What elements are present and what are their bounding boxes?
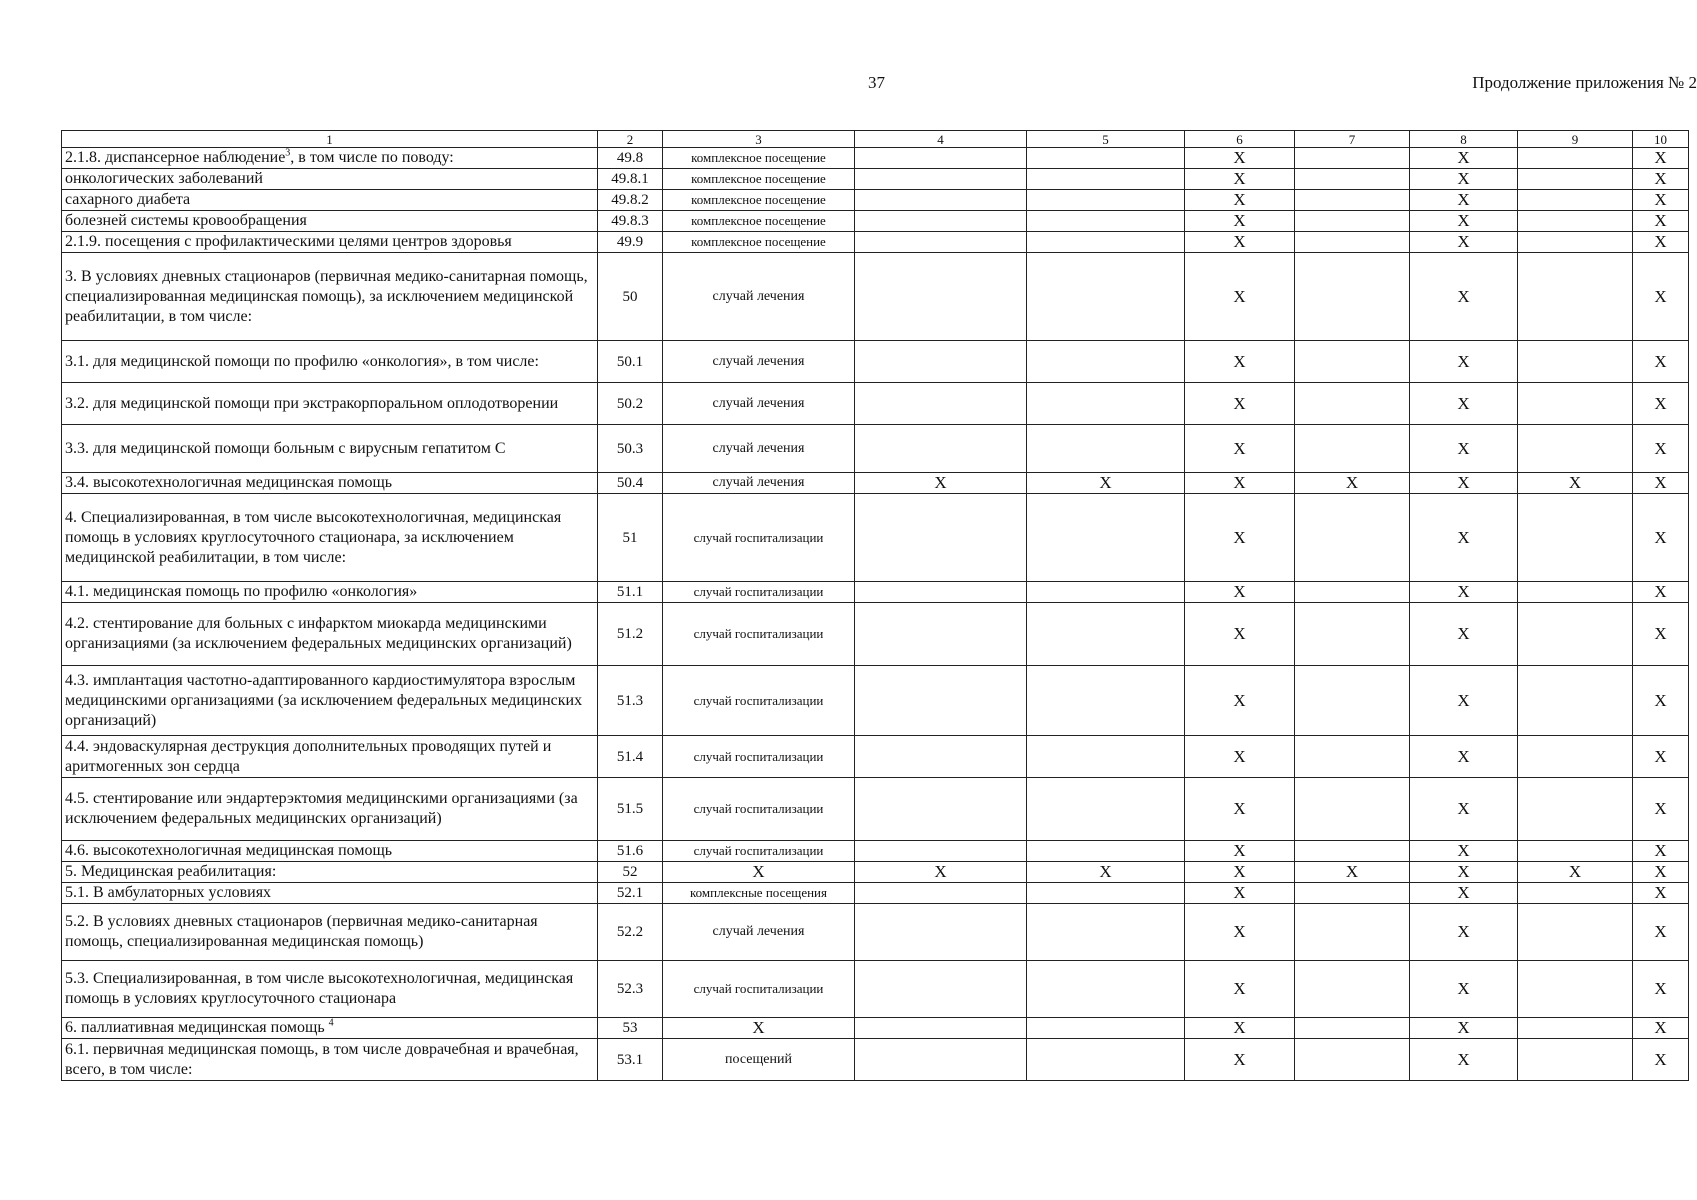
value-cell-col5: X [1027,473,1185,494]
value-cell-col5 [1027,425,1185,473]
row-name: онкологических заболеваний [65,170,263,187]
column-number: 7 [1295,131,1410,148]
row-name: 3.4. высокотехнологичная медицинская помощь [65,474,393,491]
row-code: 52.3 [598,961,663,1018]
value-cell-col10: X [1633,883,1689,904]
value-cell-col5 [1027,1018,1185,1039]
row-unit: комплексное посещение [663,190,855,211]
row-unit: случай госпитализации [663,603,855,666]
row-name: 4.2. стентирование для больных с инфарктом миокарда медицинскими организациями (за исключением федеральных медицинских организаций) [65,615,572,652]
value-cell-col10: X [1633,341,1689,383]
row-code: 49.8.3 [598,211,663,232]
table-row [62,148,1689,169]
row-unit: комплексное посещение [663,148,855,169]
column-number: 6 [1185,131,1295,148]
value-cell-col9 [1518,253,1633,341]
row-unit: комплексное посещение [663,169,855,190]
table-row [62,883,1689,904]
value-cell-col9 [1518,666,1633,736]
value-cell-col4 [855,211,1027,232]
value-cell-col5 [1027,1039,1185,1081]
row-unit: X [663,1018,855,1039]
value-cell-col5 [1027,778,1185,841]
column-number: 1 [62,131,598,148]
row-name-cell [62,383,598,425]
row-name: 4.1. медицинская помощь по профилю «онкология» [65,583,418,600]
value-cell-col8: X [1410,582,1518,603]
value-cell-col8: X [1410,494,1518,582]
value-cell-col10: X [1633,190,1689,211]
value-cell-col7 [1295,494,1410,582]
footnote-mark: 4 [328,1017,334,1029]
row-code: 51.2 [598,603,663,666]
value-cell-col6: X [1185,253,1295,341]
row-name: 3.2. для медицинской помощи при экстракорпоральном оплодотворении [65,394,559,412]
row-name: 2.1.9. посещения с профилактическими целями центров здоровья [65,233,512,250]
value-cell-col8: X [1410,211,1518,232]
row-name: 6.1. первичная медицинская помощь, в том числе доврачебная и врачебная, всего, в том числе: [65,1040,579,1078]
value-cell-col8: X [1410,603,1518,666]
value-cell-col4 [855,582,1027,603]
table-row [62,666,1689,736]
value-cell-col9 [1518,603,1633,666]
row-unit: случай лечения [663,253,855,341]
value-cell-col6: X [1185,190,1295,211]
value-cell-col7 [1295,603,1410,666]
value-cell-col5 [1027,961,1185,1018]
page-number: 37 [868,73,885,92]
value-cell-col7 [1295,736,1410,778]
column-number: 10 [1633,131,1689,148]
value-cell-col7 [1295,190,1410,211]
column-number: 2 [598,131,663,148]
value-cell-col6: X [1185,603,1295,666]
table-row [62,778,1689,841]
continuation-title: Продолжение приложения № 2 [1472,73,1697,92]
row-name: 4. Специализированная, в том числе высокотехнологичная, медицинская помощь в условиях круглосуточного стационара, за исключением медицинской реабилитации, в том числе: [65,508,562,566]
row-name: 3. В условиях дневных стационаров (первичная медико-санитарная помощь, специализированная медицинская помощь), за исключением медицинской реабилитации, в том числе: [65,267,588,325]
value-cell-col6: X [1185,904,1295,961]
row-name-cell [62,778,598,841]
column-number: 9 [1518,131,1633,148]
value-cell-col6: X [1185,883,1295,904]
value-cell-col8: X [1410,148,1518,169]
value-cell-col7 [1295,211,1410,232]
value-cell-col5 [1027,169,1185,190]
value-cell-col5: X [1027,862,1185,883]
value-cell-col7 [1295,1039,1410,1081]
value-cell-col9 [1518,1018,1633,1039]
data-table [61,130,1689,1081]
table-row [62,603,1689,666]
table-row [62,169,1689,190]
value-cell-col9 [1518,1039,1633,1081]
value-cell-col6: X [1185,169,1295,190]
value-cell-col5 [1027,341,1185,383]
value-cell-col10: X [1633,666,1689,736]
row-code: 49.8.1 [598,169,663,190]
value-cell-col7 [1295,425,1410,473]
value-cell-col10: X [1633,603,1689,666]
value-cell-col9 [1518,736,1633,778]
row-name-cell [62,904,598,961]
table-row [62,1018,1689,1039]
value-cell-col8: X [1410,190,1518,211]
table-row [62,232,1689,253]
value-cell-col6: X [1185,232,1295,253]
row-name-cell [62,582,598,603]
value-cell-col5 [1027,841,1185,862]
row-name-cell [62,425,598,473]
row-unit: случай госпитализации [663,494,855,582]
value-cell-col10: X [1633,211,1689,232]
value-cell-col9 [1518,232,1633,253]
value-cell-col9 [1518,494,1633,582]
value-cell-col9 [1518,778,1633,841]
value-cell-col9 [1518,582,1633,603]
value-cell-col10: X [1633,232,1689,253]
value-cell-col4 [855,1039,1027,1081]
row-name: 5.1. В амбулаторных условиях [65,884,272,901]
value-cell-col7 [1295,1018,1410,1039]
value-cell-col10: X [1633,1018,1689,1039]
value-cell-col10: X [1633,425,1689,473]
column-number: 8 [1410,131,1518,148]
value-cell-col5 [1027,603,1185,666]
table-row [62,1039,1689,1081]
value-cell-col10: X [1633,473,1689,494]
row-name: 6. паллиативная медицинская помощь [65,1019,329,1036]
value-cell-col5 [1027,148,1185,169]
row-code: 52 [598,862,663,883]
row-name: 5.2. В условиях дневных стационаров (первичная медико-санитарная помощь, специализированная медицинская помощь) [65,913,538,950]
value-cell-col4 [855,603,1027,666]
value-cell-col8: X [1410,383,1518,425]
row-code: 50.2 [598,383,663,425]
value-cell-col6: X [1185,582,1295,603]
row-name-cell [62,211,598,232]
value-cell-col6: X [1185,1039,1295,1081]
value-cell-col9 [1518,190,1633,211]
value-cell-col10: X [1633,961,1689,1018]
value-cell-col7 [1295,148,1410,169]
row-unit: случай госпитализации [663,778,855,841]
row-code: 49.9 [598,232,663,253]
value-cell-col5 [1027,190,1185,211]
value-cell-col4 [855,841,1027,862]
value-cell-col6: X [1185,778,1295,841]
value-cell-col8: X [1410,904,1518,961]
row-name: 2.1.8. диспансерное наблюдение [65,149,286,166]
row-name: 5.3. Специализированная, в том числе высокотехнологичная, медицинская помощь в условиях круглосуточного стационара [65,970,574,1007]
value-cell-col5 [1027,232,1185,253]
row-name: 4.6. высокотехнологичная медицинская помощь [65,842,393,859]
value-cell-col4 [855,961,1027,1018]
row-name-cell [62,666,598,736]
value-cell-col6: X [1185,341,1295,383]
row-name-cell [62,841,598,862]
value-cell-col7 [1295,666,1410,736]
value-cell-col10: X [1633,148,1689,169]
row-code: 51.4 [598,736,663,778]
value-cell-col6: X [1185,961,1295,1018]
row-name: 4.4. эндоваскулярная деструкция дополнительных проводящих путей и аритмогенных зон сердца [65,737,552,775]
value-cell-col6: X [1185,841,1295,862]
row-name-cell [62,169,598,190]
value-cell-col4 [855,190,1027,211]
value-cell-col4 [855,148,1027,169]
value-cell-col4: X [855,473,1027,494]
column-number: 5 [1027,131,1185,148]
value-cell-col7 [1295,169,1410,190]
value-cell-col7 [1295,904,1410,961]
row-unit: комплексное посещение [663,211,855,232]
row-code: 50.1 [598,341,663,383]
row-unit: X [663,862,855,883]
value-cell-col9 [1518,425,1633,473]
value-cell-col5 [1027,666,1185,736]
value-cell-col6: X [1185,148,1295,169]
value-cell-col4 [855,341,1027,383]
value-cell-col10: X [1633,169,1689,190]
row-unit: комплексное посещение [663,232,855,253]
value-cell-col4 [855,169,1027,190]
row-name: 5. Медицинская реабилитация: [65,863,277,880]
value-cell-col8: X [1410,961,1518,1018]
row-unit: случай госпитализации [663,582,855,603]
value-cell-col5 [1027,582,1185,603]
row-name-cell [62,190,598,211]
column-number-row [62,131,1689,148]
value-cell-col8: X [1410,736,1518,778]
table-row [62,841,1689,862]
value-cell-col6: X [1185,1018,1295,1039]
row-name: болезней системы кровообращения [65,212,307,229]
value-cell-col5 [1027,253,1185,341]
value-cell-col10: X [1633,862,1689,883]
row-name-cell [62,1018,598,1039]
row-code: 51 [598,494,663,582]
row-code: 53 [598,1018,663,1039]
row-name: 3.1. для медицинской помощи по профилю «онкология», в том числе: [65,352,539,370]
value-cell-col5 [1027,736,1185,778]
row-name-cell [62,232,598,253]
footnote-mark: 3 [285,147,291,159]
row-unit: случай госпитализации [663,961,855,1018]
row-name-cell [62,253,598,341]
value-cell-col5 [1027,211,1185,232]
row-unit: комплексные посещения [663,883,855,904]
value-cell-col4 [855,253,1027,341]
table-row [62,736,1689,778]
row-code: 51.6 [598,841,663,862]
value-cell-col4 [855,232,1027,253]
row-unit: случай лечения [663,383,855,425]
value-cell-col4: X [855,862,1027,883]
value-cell-col7 [1295,961,1410,1018]
row-name-cell [62,341,598,383]
value-cell-col8: X [1410,841,1518,862]
value-cell-col10: X [1633,736,1689,778]
value-cell-col9 [1518,148,1633,169]
value-cell-col7: X [1295,473,1410,494]
value-cell-col7 [1295,253,1410,341]
row-name: 4.5. стентирование или эндартерэктомия медицинскими организациями (за исключением федеральных медицинских организаций) [65,790,578,827]
value-cell-col4 [855,1018,1027,1039]
row-unit: случай лечения [663,341,855,383]
value-cell-col8: X [1410,666,1518,736]
value-cell-col6: X [1185,666,1295,736]
row-code: 51.3 [598,666,663,736]
table-row [62,494,1689,582]
row-name-suffix: , в том числе по поводу: [290,149,454,166]
value-cell-col9 [1518,904,1633,961]
value-cell-col6: X [1185,862,1295,883]
value-cell-col10: X [1633,778,1689,841]
row-name-cell [62,494,598,582]
row-code: 51.5 [598,778,663,841]
value-cell-col5 [1027,494,1185,582]
row-code: 50.3 [598,425,663,473]
value-cell-col9 [1518,841,1633,862]
value-cell-col4 [855,494,1027,582]
value-cell-col10: X [1633,383,1689,425]
value-cell-col10: X [1633,253,1689,341]
value-cell-col5 [1027,904,1185,961]
table-row [62,190,1689,211]
value-cell-col8: X [1410,169,1518,190]
row-code: 50.4 [598,473,663,494]
row-code: 51.1 [598,582,663,603]
value-cell-col7 [1295,883,1410,904]
value-cell-col8: X [1410,883,1518,904]
value-cell-col6: X [1185,736,1295,778]
table-row [62,253,1689,341]
value-cell-col9 [1518,961,1633,1018]
table-row [62,211,1689,232]
value-cell-col10: X [1633,904,1689,961]
value-cell-col9 [1518,883,1633,904]
value-cell-col7 [1295,383,1410,425]
row-unit: посещений [663,1039,855,1081]
row-unit: случай госпитализации [663,666,855,736]
row-code: 49.8.2 [598,190,663,211]
value-cell-col7: X [1295,862,1410,883]
column-number: 4 [855,131,1027,148]
value-cell-col8: X [1410,232,1518,253]
value-cell-col9 [1518,211,1633,232]
value-cell-col8: X [1410,1018,1518,1039]
row-name-cell [62,961,598,1018]
column-number: 3 [663,131,855,148]
value-cell-col6: X [1185,473,1295,494]
value-cell-col10: X [1633,1039,1689,1081]
row-name-cell [62,473,598,494]
value-cell-col4 [855,383,1027,425]
row-code: 52.1 [598,883,663,904]
table-row [62,383,1689,425]
value-cell-col7 [1295,778,1410,841]
row-name-cell [62,1039,598,1081]
value-cell-col9: X [1518,473,1633,494]
value-cell-col8: X [1410,862,1518,883]
value-cell-col4 [855,778,1027,841]
row-name-cell [62,148,598,169]
table-row [62,582,1689,603]
row-name: 3.3. для медицинской помощи больным с вирусным гепатитом С [65,439,506,457]
value-cell-col6: X [1185,211,1295,232]
row-name: сахарного диабета [65,191,191,208]
value-cell-col4 [855,425,1027,473]
value-cell-col9 [1518,383,1633,425]
row-code: 49.8 [598,148,663,169]
value-cell-col9 [1518,169,1633,190]
value-cell-col5 [1027,883,1185,904]
row-name-cell [62,603,598,666]
value-cell-col4 [855,666,1027,736]
value-cell-col5 [1027,383,1185,425]
value-cell-col8: X [1410,778,1518,841]
table-row [62,341,1689,383]
value-cell-col8: X [1410,473,1518,494]
row-code: 50 [598,253,663,341]
table-row [62,862,1689,883]
table-row [62,961,1689,1018]
row-name-cell [62,883,598,904]
value-cell-col7 [1295,232,1410,253]
row-name-cell [62,862,598,883]
table-row [62,425,1689,473]
value-cell-col8: X [1410,253,1518,341]
value-cell-col4 [855,883,1027,904]
table-row [62,473,1689,494]
value-cell-col6: X [1185,383,1295,425]
row-unit: случай лечения [663,904,855,961]
value-cell-col4 [855,736,1027,778]
value-cell-col7 [1295,841,1410,862]
value-cell-col6: X [1185,425,1295,473]
row-name: 4.3. имплантация частотно-адаптированного кардиостимулятора взрослым медицинскими организациями (за исключением федеральных медицинских организаций) [65,671,583,729]
value-cell-col8: X [1410,341,1518,383]
row-code: 53.1 [598,1039,663,1081]
row-unit: случай госпитализации [663,841,855,862]
row-unit: случай лечения [663,473,855,494]
value-cell-col6: X [1185,494,1295,582]
value-cell-col10: X [1633,494,1689,582]
value-cell-col10: X [1633,841,1689,862]
value-cell-col9: X [1518,862,1633,883]
row-unit: случай госпитализации [663,736,855,778]
value-cell-col10: X [1633,582,1689,603]
value-cell-col4 [855,904,1027,961]
table-row [62,904,1689,961]
value-cell-col7 [1295,582,1410,603]
row-unit: случай лечения [663,425,855,473]
value-cell-col7 [1295,341,1410,383]
value-cell-col8: X [1410,1039,1518,1081]
row-name-cell [62,736,598,778]
value-cell-col9 [1518,341,1633,383]
value-cell-col8: X [1410,425,1518,473]
row-code: 52.2 [598,904,663,961]
